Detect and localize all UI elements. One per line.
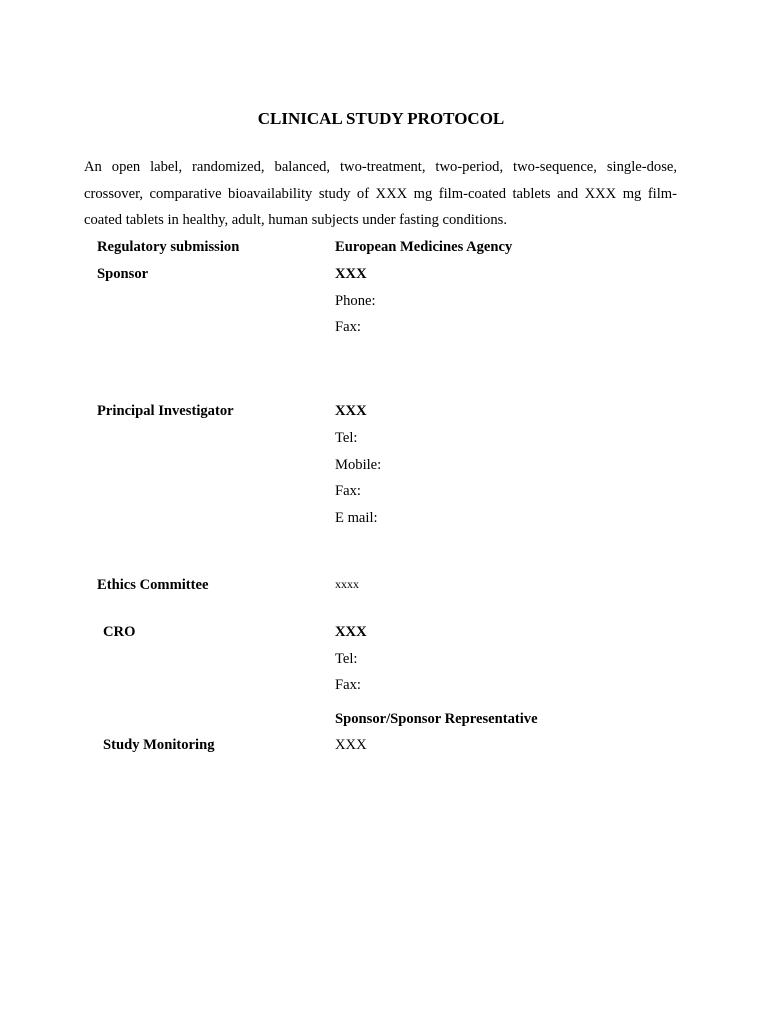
principal-investigator-mobile: Mobile:	[335, 457, 382, 473]
principal-investigator-fax: Fax:	[335, 483, 361, 499]
sponsor-label: Sponsor	[97, 266, 149, 282]
cro-label: CRO	[103, 624, 136, 640]
study-monitoring-label: Study Monitoring	[103, 737, 215, 753]
regulatory-submission-label: Regulatory submission	[97, 239, 240, 255]
sponsor-phone: Phone:	[335, 293, 376, 309]
ethics-committee-value: xxxx	[335, 577, 359, 591]
cro-fax: Fax:	[335, 677, 361, 693]
cro-name: XXX	[335, 624, 367, 640]
sponsor-name: XXX	[335, 266, 367, 282]
cro-tel: Tel:	[335, 651, 358, 667]
page-title: CLINICAL STUDY PROTOCOL	[257, 109, 505, 128]
study-monitoring-heading: Sponsor/Sponsor Representative	[335, 711, 538, 727]
principal-investigator-name: XXX	[335, 403, 367, 419]
sponsor-fax: Fax:	[335, 319, 361, 335]
ethics-committee-label: Ethics Committee	[97, 577, 209, 593]
study-monitoring-value: XXX	[335, 737, 367, 753]
principal-investigator-label: Principal Investigator	[97, 403, 234, 419]
principal-investigator-email: E mail:	[335, 510, 378, 526]
study-description: An open label, randomized, balanced, two-treatment, two-period, two-sequence, single-dose, crossover, comparative bioavailability study of XXX mg film-coated tablets and XXX mg film-coated tablets in healthy, adult, human subjects under fasting conditions.	[84, 159, 677, 229]
regulatory-submission-value: European Medicines Agency	[335, 239, 513, 255]
principal-investigator-tel: Tel:	[335, 430, 358, 446]
